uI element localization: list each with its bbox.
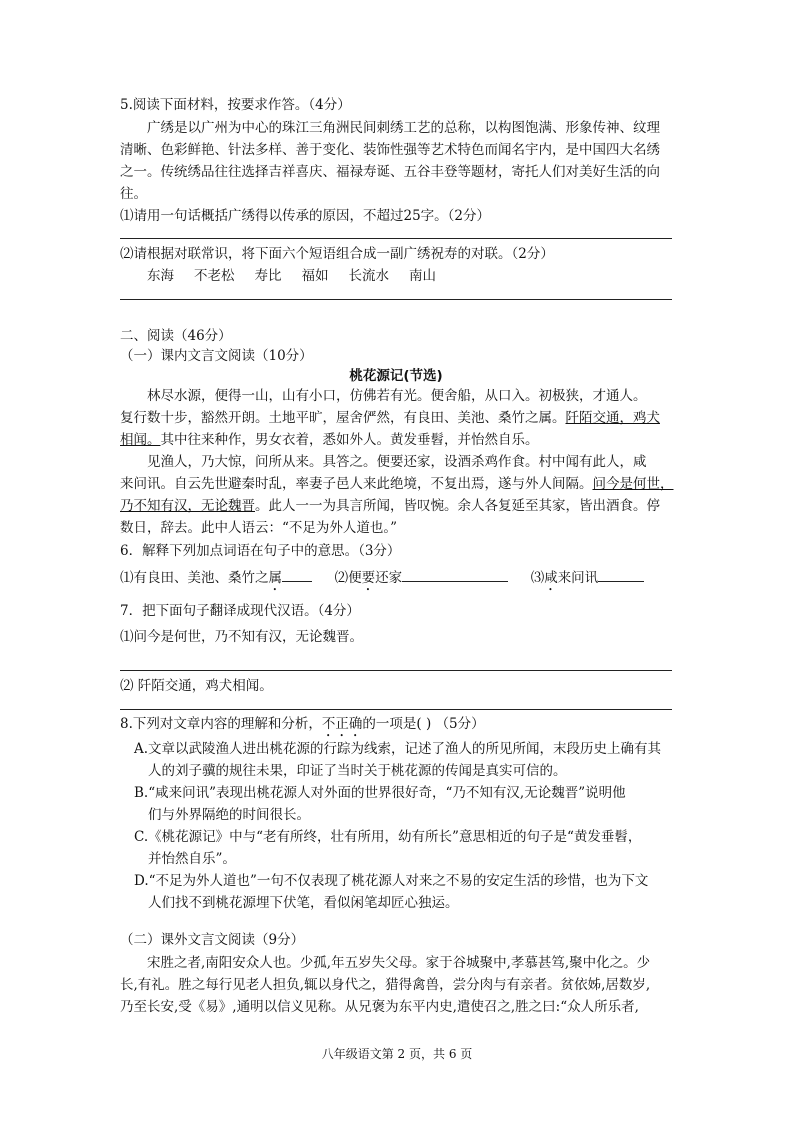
passage-line: 长,有礼。胜之每行见老人担负,辄以身代之，猎得禽兽，尝分肉与有亲者。贫依姊,居数岁, [120, 977, 651, 993]
q6-items [120, 567, 672, 594]
passage-text: 复行数十步，豁然开朗。土地平旷，屋舍俨然，有良田、美池、桑竹之属。 [120, 410, 566, 426]
option-a-cont: 人的刘子骥的规往未果，印证了当时关于桃花源的传闻是真实可信的。 [148, 763, 567, 779]
word-item: 福如 [301, 268, 329, 284]
answer-blank[interactable] [598, 567, 644, 582]
passage-line [120, 408, 672, 428]
option-c[interactable]: C.《桃花源记》中与“老有所终，壮有所用，幼有所长”意思相近的句子是“黄发垂髫， [134, 829, 642, 845]
answer-line[interactable] [120, 299, 672, 300]
passage-line [120, 474, 672, 494]
q6-item-1: ⑴有良田、美池、桑竹之属 [120, 570, 312, 586]
passage-line [120, 496, 672, 516]
q5-passage-line: 之一。传统绣品往往选择吉祥喜庆、福禄寿诞、五谷丰登等题材，寄托人们对美好生活的向 [120, 164, 660, 180]
underlined-sentence: 相闻。 [120, 432, 161, 448]
q5-stem: 5.阅读下面材料，按要求作答。（4分） [120, 97, 351, 113]
passage-line: 林尽水源，便得一山，山有小口，仿佛若有光。便舍船，从口入。初极狭，才通人。 [147, 388, 647, 404]
q5-sub1: ⑴请用一句话概括广绣得以传承的原因，不超过25字。（2分） [120, 208, 491, 224]
page-footer: 八年级语文第 2 页，共 6 页 [321, 1047, 473, 1061]
q6-item-3: ⑶咸来问讯 [531, 570, 645, 586]
q6-item-2: ⑵便要还家 [335, 570, 509, 586]
section-heading: 二、阅读（46分） [120, 328, 232, 344]
q7-sentence-2: ⑵ 阡陌交通，鸡犬相闻。 [120, 678, 273, 694]
answer-line[interactable] [120, 709, 672, 710]
option-b[interactable]: B.“咸来问讯”表现出桃花源人对外面的世界很好奇，“乃不知有汉,无论魏晋”说明他 [134, 785, 626, 801]
passage-line [120, 430, 672, 450]
word-item: 长流水 [348, 268, 389, 284]
q5-word-list [120, 266, 672, 286]
q6-stem: 6．解释下列加点词语在句子中的意思。（3分） [120, 543, 401, 559]
dotted-word: 属 [268, 570, 282, 586]
q5-sub2: ⑵请根据对联常识，将下面六个短语组合成一副广绣祝寿的对联。（2分） [120, 246, 554, 262]
answer-line[interactable] [120, 238, 672, 239]
dotted-word: 咸 [544, 570, 558, 586]
q5-passage-line: 往。 [120, 186, 147, 202]
part-heading: （二）课外文言文阅读（9分） [120, 932, 305, 948]
answer-blank[interactable] [282, 567, 312, 582]
word-item: 不老松 [194, 268, 235, 284]
underlined-sentence: 乃不知有汉，无论魏晋 [120, 498, 255, 514]
q7-sentence-1: ⑴问今是何世，乃不知有汉，无论魏晋。 [120, 629, 363, 645]
option-d-cont: 人们找不到桃花源埋下伏笔，看似闲笔却匠心独运。 [148, 895, 459, 911]
passage-text: 来问讯。自云先世避秦时乱，率妻子邑人来此绝境，不复出焉，遂与外人间隔。 [120, 476, 593, 492]
passage-line: 见渔人，乃大惊，问所从来。具答之。便要还家，设酒杀鸡作食。村中闻有此人，咸 [147, 454, 647, 470]
underlined-sentence: 问今是何世， [592, 476, 674, 492]
passage-line: 宋胜之者,南阳安众人也。少孤,年五岁失父母。家于谷城聚中,孝慕甚笃,聚中化之。少 [147, 955, 651, 971]
dotted-word: 不正确 [321, 716, 363, 732]
passage-title: 桃花源记(节选) [349, 368, 443, 384]
option-d[interactable]: D.“不足为外人道也”一句不仅表现了桃花源人对来之不易的安定生活的珍惜，也为下文 [134, 873, 649, 889]
option-c-cont: 并怡然自乐”。 [148, 851, 236, 867]
answer-line[interactable] [120, 670, 672, 671]
option-a[interactable]: A.文章以武陵渔人进出桃花源的行踪为线索，记述了渔人的所见所闻，末段历史上确有其 [134, 741, 662, 757]
passage-line: 乃至长安,受《易》,通明以信义见称。从兄褒为东平内史,遣使召之,胜之曰:“众人所乐者, [120, 999, 639, 1015]
passage-text: 其中往来种作，男女衣着，悉如外人。黄发垂髫，并怡然自乐。 [160, 432, 539, 448]
option-b-cont: 们与外界隔绝的时间很长。 [148, 807, 310, 823]
word-item: 东海 [147, 268, 174, 284]
passage-line: 数日，辞去。此中人语云：“不足为外人道也。” [120, 520, 398, 536]
passage-text: 。此人一一为具言所闻，皆叹惋。余人各复延至其家，皆出酒食。停 [255, 498, 660, 514]
part-heading: （一）课内文言文阅读（10分） [120, 348, 313, 364]
q5-passage-line: 清晰、色彩鲜艳、针法多样、善于变化、装饰性强等艺术特色而闻名宇内，是中国四大名绣 [120, 142, 660, 158]
dotted-word: 要 [361, 570, 376, 586]
underlined-sentence: 阡陌交通，鸡犬 [565, 410, 660, 426]
word-item: 寿比 [254, 268, 282, 284]
word-item: 南山 [409, 268, 436, 284]
answer-blank[interactable] [402, 567, 508, 582]
q8-stem: 8.下列对文章内容的理解和分析，不正确的一项是( ) （5分） [120, 716, 485, 732]
q5-passage-line: 广绣是以广州为中心的珠江三角洲民间刺绣工艺的总称，以构图饱满、形象传神、纹理 [147, 120, 660, 136]
q7-stem: 7．把下面句子翻译成现代汉语。（4分） [120, 603, 360, 619]
